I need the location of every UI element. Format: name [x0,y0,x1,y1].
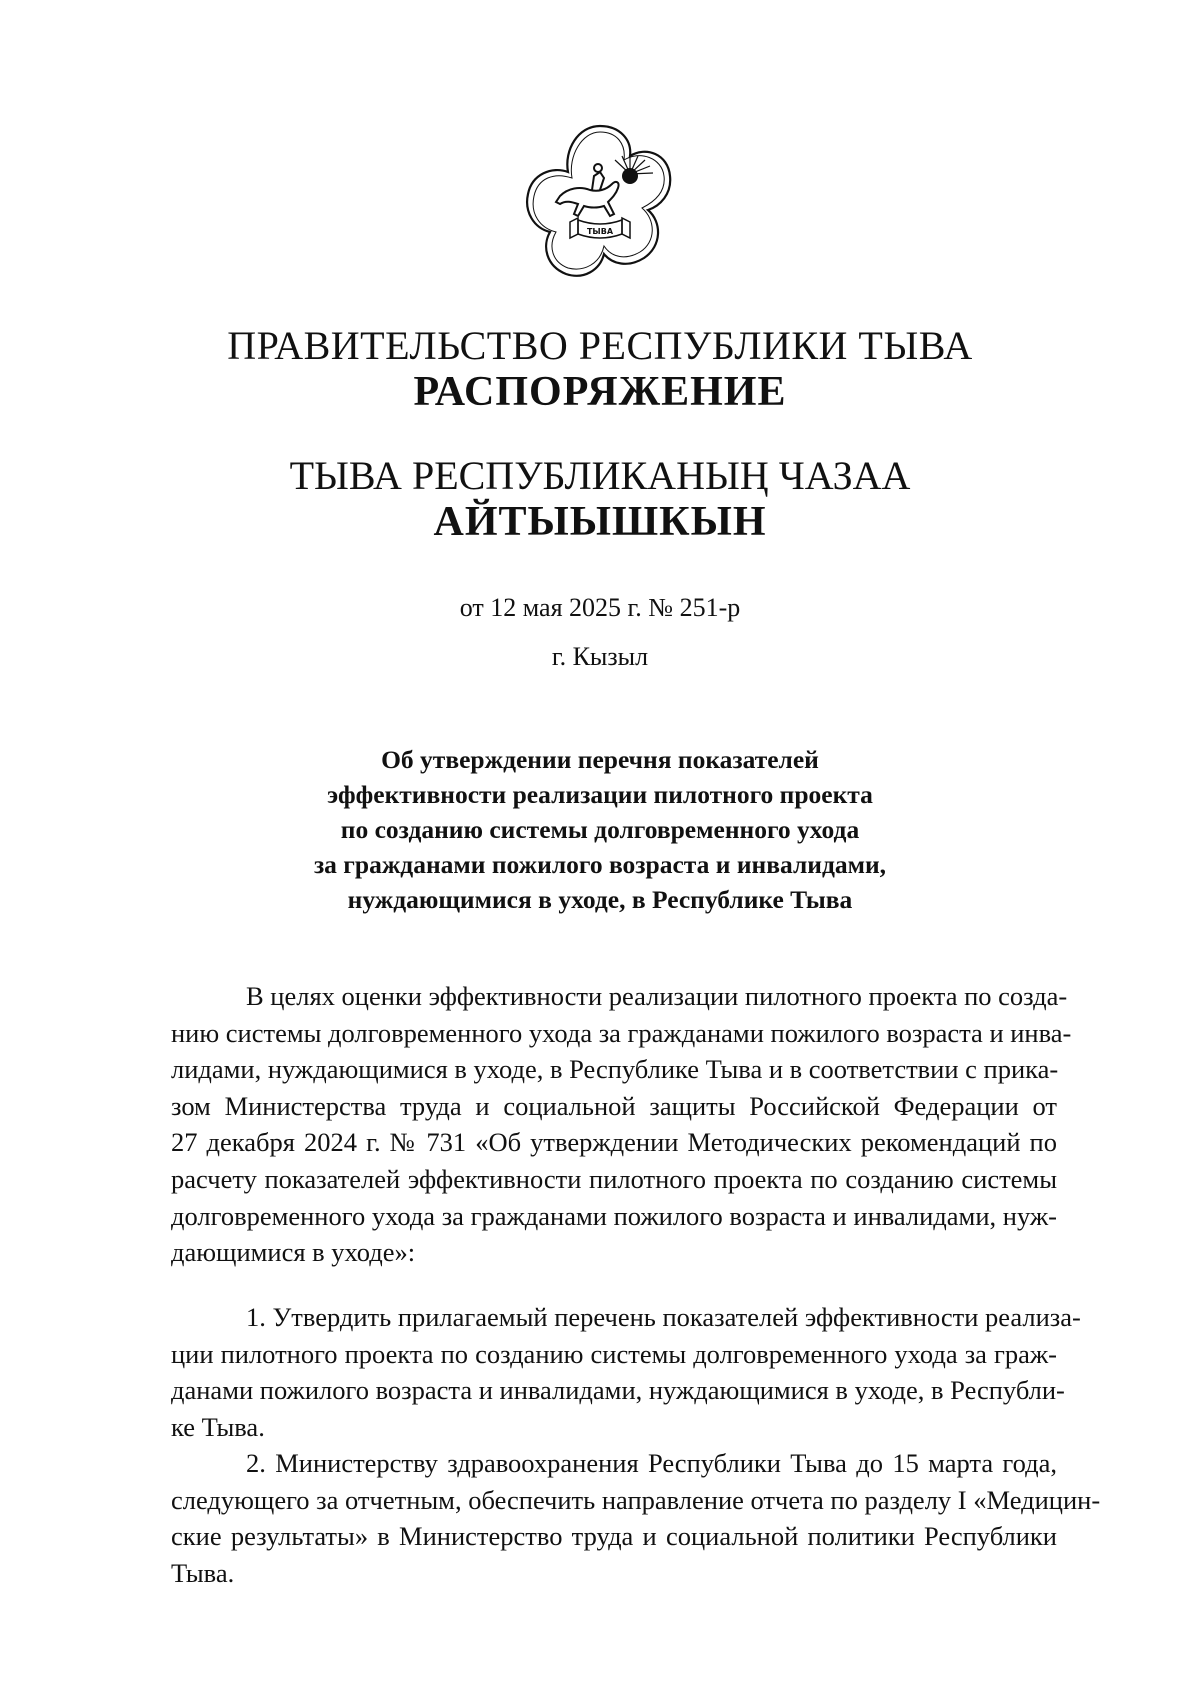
document-type-tuv: АЙТЫЫШКЫН [433,499,767,545]
paragraph-line: расчету показателей эффективности пилотного проекта по созданию системы [171,1163,1057,1194]
paragraph-line: ке Тыва. [171,1411,265,1442]
subject-line: по созданию системы долговременного ухода [340,815,860,844]
subject-line: эффективности реализации пилотного проекта [327,780,873,809]
preamble-paragraph [171,978,1072,1271]
paragraph-line: 2. Министерству здравоохранения Республики Тыва до 15 марта года, [246,1448,1057,1478]
subject-line: нуждающимися в уходе, в Республике Тыва [347,885,853,914]
paragraph-line: следующего за отчетным, обеспечить направление отчета по разделу I «Медицин- [171,1484,1101,1515]
subject-line: за гражданами пожилого возраста и инвалидами, [313,850,887,879]
paragraph-line: зом Министерства труда и социальной защиты Российской Федерации от [171,1090,1057,1121]
paragraph-line: данами пожилого возраста и инвалидами, нуждающимися в уходе, в Республи- [171,1375,1065,1406]
document-date-number: от 12 мая 2025 г. № 251-р [459,593,741,622]
paragraph-line: Тыва. [171,1557,235,1588]
item-1-paragraph [171,1299,1081,1445]
subject-line: Об утверждении перечня показателей [381,745,819,774]
paragraph-line: 1. Утвердить прилагаемый перечень показателей эффективности реализа- [246,1302,1081,1332]
government-title-tuv: ТЫВА РЕСПУБЛИКАНЫҢ ЧАЗАА [289,453,911,498]
coat-of-arms-emblem [520,118,680,288]
paragraph-line: ции пилотного проекта по созданию системы долговременного ухода за граж- [171,1338,1057,1369]
paragraph-line: 27 декабря 2024 г. № 731 «Об утверждении Методических рекомендаций по [171,1127,1057,1158]
svg-text:ТЫВА: ТЫВА [586,227,614,236]
document-subject [200,742,1000,917]
paragraph-line: долговременного ухода за гражданами пожилого возраста и инвалидами, нуж- [171,1200,1057,1231]
paragraph-line: дающимися в уходе»: [171,1237,416,1268]
document-type-ru: РАСПОРЯЖЕНИЕ [413,369,787,415]
paragraph-line: лидами, нуждающимися в уходе, в Республике Тыва и в соответствии с прика- [171,1054,1059,1085]
paragraph-line: В целях оценки эффективности реализации пилотного проекта по созда- [246,981,1068,1011]
government-title-ru: ПРАВИТЕЛЬСТВО РЕСПУБЛИКИ ТЫВА [227,323,973,368]
paragraph-line: нию системы долговременного ухода за гражданами пожилого возраста и инва- [171,1017,1072,1048]
paragraph-line: ские результаты» в Министерство труда и социальной политики Республики [171,1521,1057,1552]
document-city: г. Кызыл [551,642,649,671]
item-2-paragraph [171,1445,1101,1591]
